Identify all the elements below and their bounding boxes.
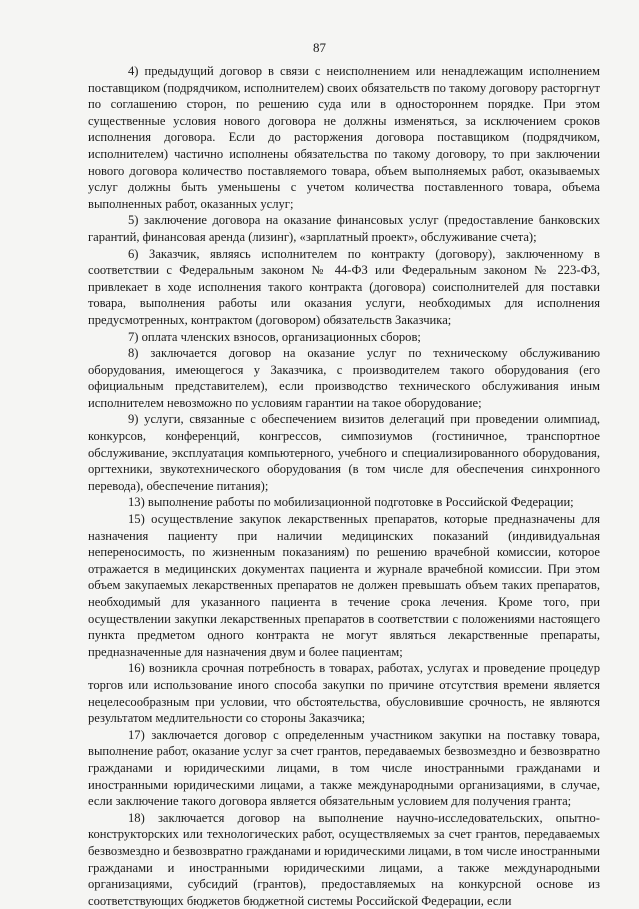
- paragraph-item-9: 9) услуги, связанные с обеспечением визитов делегаций при проведении олимпиад, конкурсов, конференций, конгрессов, симпозиумов (гостиничное, транспортное обслуживание, эксплуатация компьютерного, учебного и специализированного оборудования, оргтехники, звукотехнического оборудования (в том числе для обеспечения синхронного перевода), обеспечение питания);: [88, 412, 600, 493]
- paragraph-item-4: 4) предыдущий договор в связи с неисполнением или ненадлежащим исполнением поставщиком (подрядчиком, исполнителем) своих обязательств по такому договору расторгнут по соглашению сторон, по решению суда или в одностороннем порядке. При этом существенные условия нового договора не должны изменяться, за исключением сроков исполнения договора. Если до расторжения договора поставщиком (подрядчиком, исполнителем) частично исполнены обязательства по такому договору, то при заключении нового договора количество поставляемого товара, объем выполняемых работ, оказываемых услуг должны быть уменьшены с учетом количества поставленного товара, объема выполненных работ, оказанных услуг;: [88, 64, 600, 211]
- paragraph-item-8: 8) заключается договор на оказание услуг по техническому обслуживанию оборудования, имеющегося у Заказчика, с производителем такого оборудования (его официальным представителем), если производство технического обслуживания иным исполнителем невозможно по условиям гарантии на такое оборудование;: [88, 346, 600, 410]
- paragraph-item-6: 6) Заказчик, являясь исполнителем по контракту (договору), заключенному в соответствии с Федеральным законом № 44-ФЗ или Федеральным законом № 223-ФЗ, привлекает в ходе исполнения такого контракта (договора) соисполнителей для поставки товара, выполнения работы или оказания услуги, необходимых для исполнения предусмотренных, контрактом (договором) обязательств Заказчика;: [88, 246, 600, 327]
- paragraph-item-15: 15) осуществление закупок лекарственных препаратов, которые предназначены для назначения пациенту при наличии медицинских показаний (индивидуальная непереносимость, по жизненным показаниям) по решению врачебной комиссии, которое отражается в медицинских документах пациента и журнале врачебной комиссии. При этом объем закупаемых лекарственных препаратов не должен превышать объем таких препаратов, необходимый для указанного пациента в течение срока лечения. Кроме того, при осуществлении закупки лекарственных препаратов в соответствии с положениями настоящего пункта предметом одного контракта не могут являться лекарственные препараты, предназначенные для назначения двум и более пациентам;: [88, 512, 600, 659]
- paragraph-item-7: 7) оплата членских взносов, организационных сборов;: [128, 329, 421, 344]
- paragraph-item-17: 17) заключается договор с определенным участником закупки на поставку товара, выполнение работ, оказание услуг за счет грантов, передаваемых безвозмездно и безвозвратно гражданами и юридическими лицами, в том числе иностранными гражданами и иностранными юридическими лицами, а также международными организациями, в случае, если заключение такого договора является обязательным условием для получения гранта;: [88, 727, 600, 809]
- paragraph-item-18: 18) заключается договор на выполнение научно-исследовательских, опытно-конструкторских или технологических работ, осуществляемых за счет грантов, передаваемых безвозмездно и безвозвратно гражданами и юридическими лицами, в том числе иностранными гражданами и иностранными юридическими лицами, а также международными организациями, субсидий (грантов), предоставляемых на конкурсной основе из соответствующих бюджетов бюджетной системы Российской Федерации, если: [88, 810, 600, 908]
- paragraph-item-5: 5) заключение договора на оказание финансовых услуг (предоставление банковских гарантий, финансовая аренда (лизинг), «зарплатный проект», обслуживание счета);: [88, 213, 600, 244]
- paragraph-item-16: 16) возникла срочная потребность в товарах, работах, услугах и проведение процедур торгов или использование иного способа закупки по причине отсутствия времени является нецелесообразным при условии, что обстоятельства, обусловившие срочность, не являются результатом медлительности со стороны Заказчика;: [88, 661, 600, 726]
- body-text: [88, 63, 600, 909]
- paragraph-item-13: 13) выполнение работы по мобилизационной подготовке в Российской Федерации;: [128, 495, 574, 510]
- page-number: 87: [313, 40, 326, 55]
